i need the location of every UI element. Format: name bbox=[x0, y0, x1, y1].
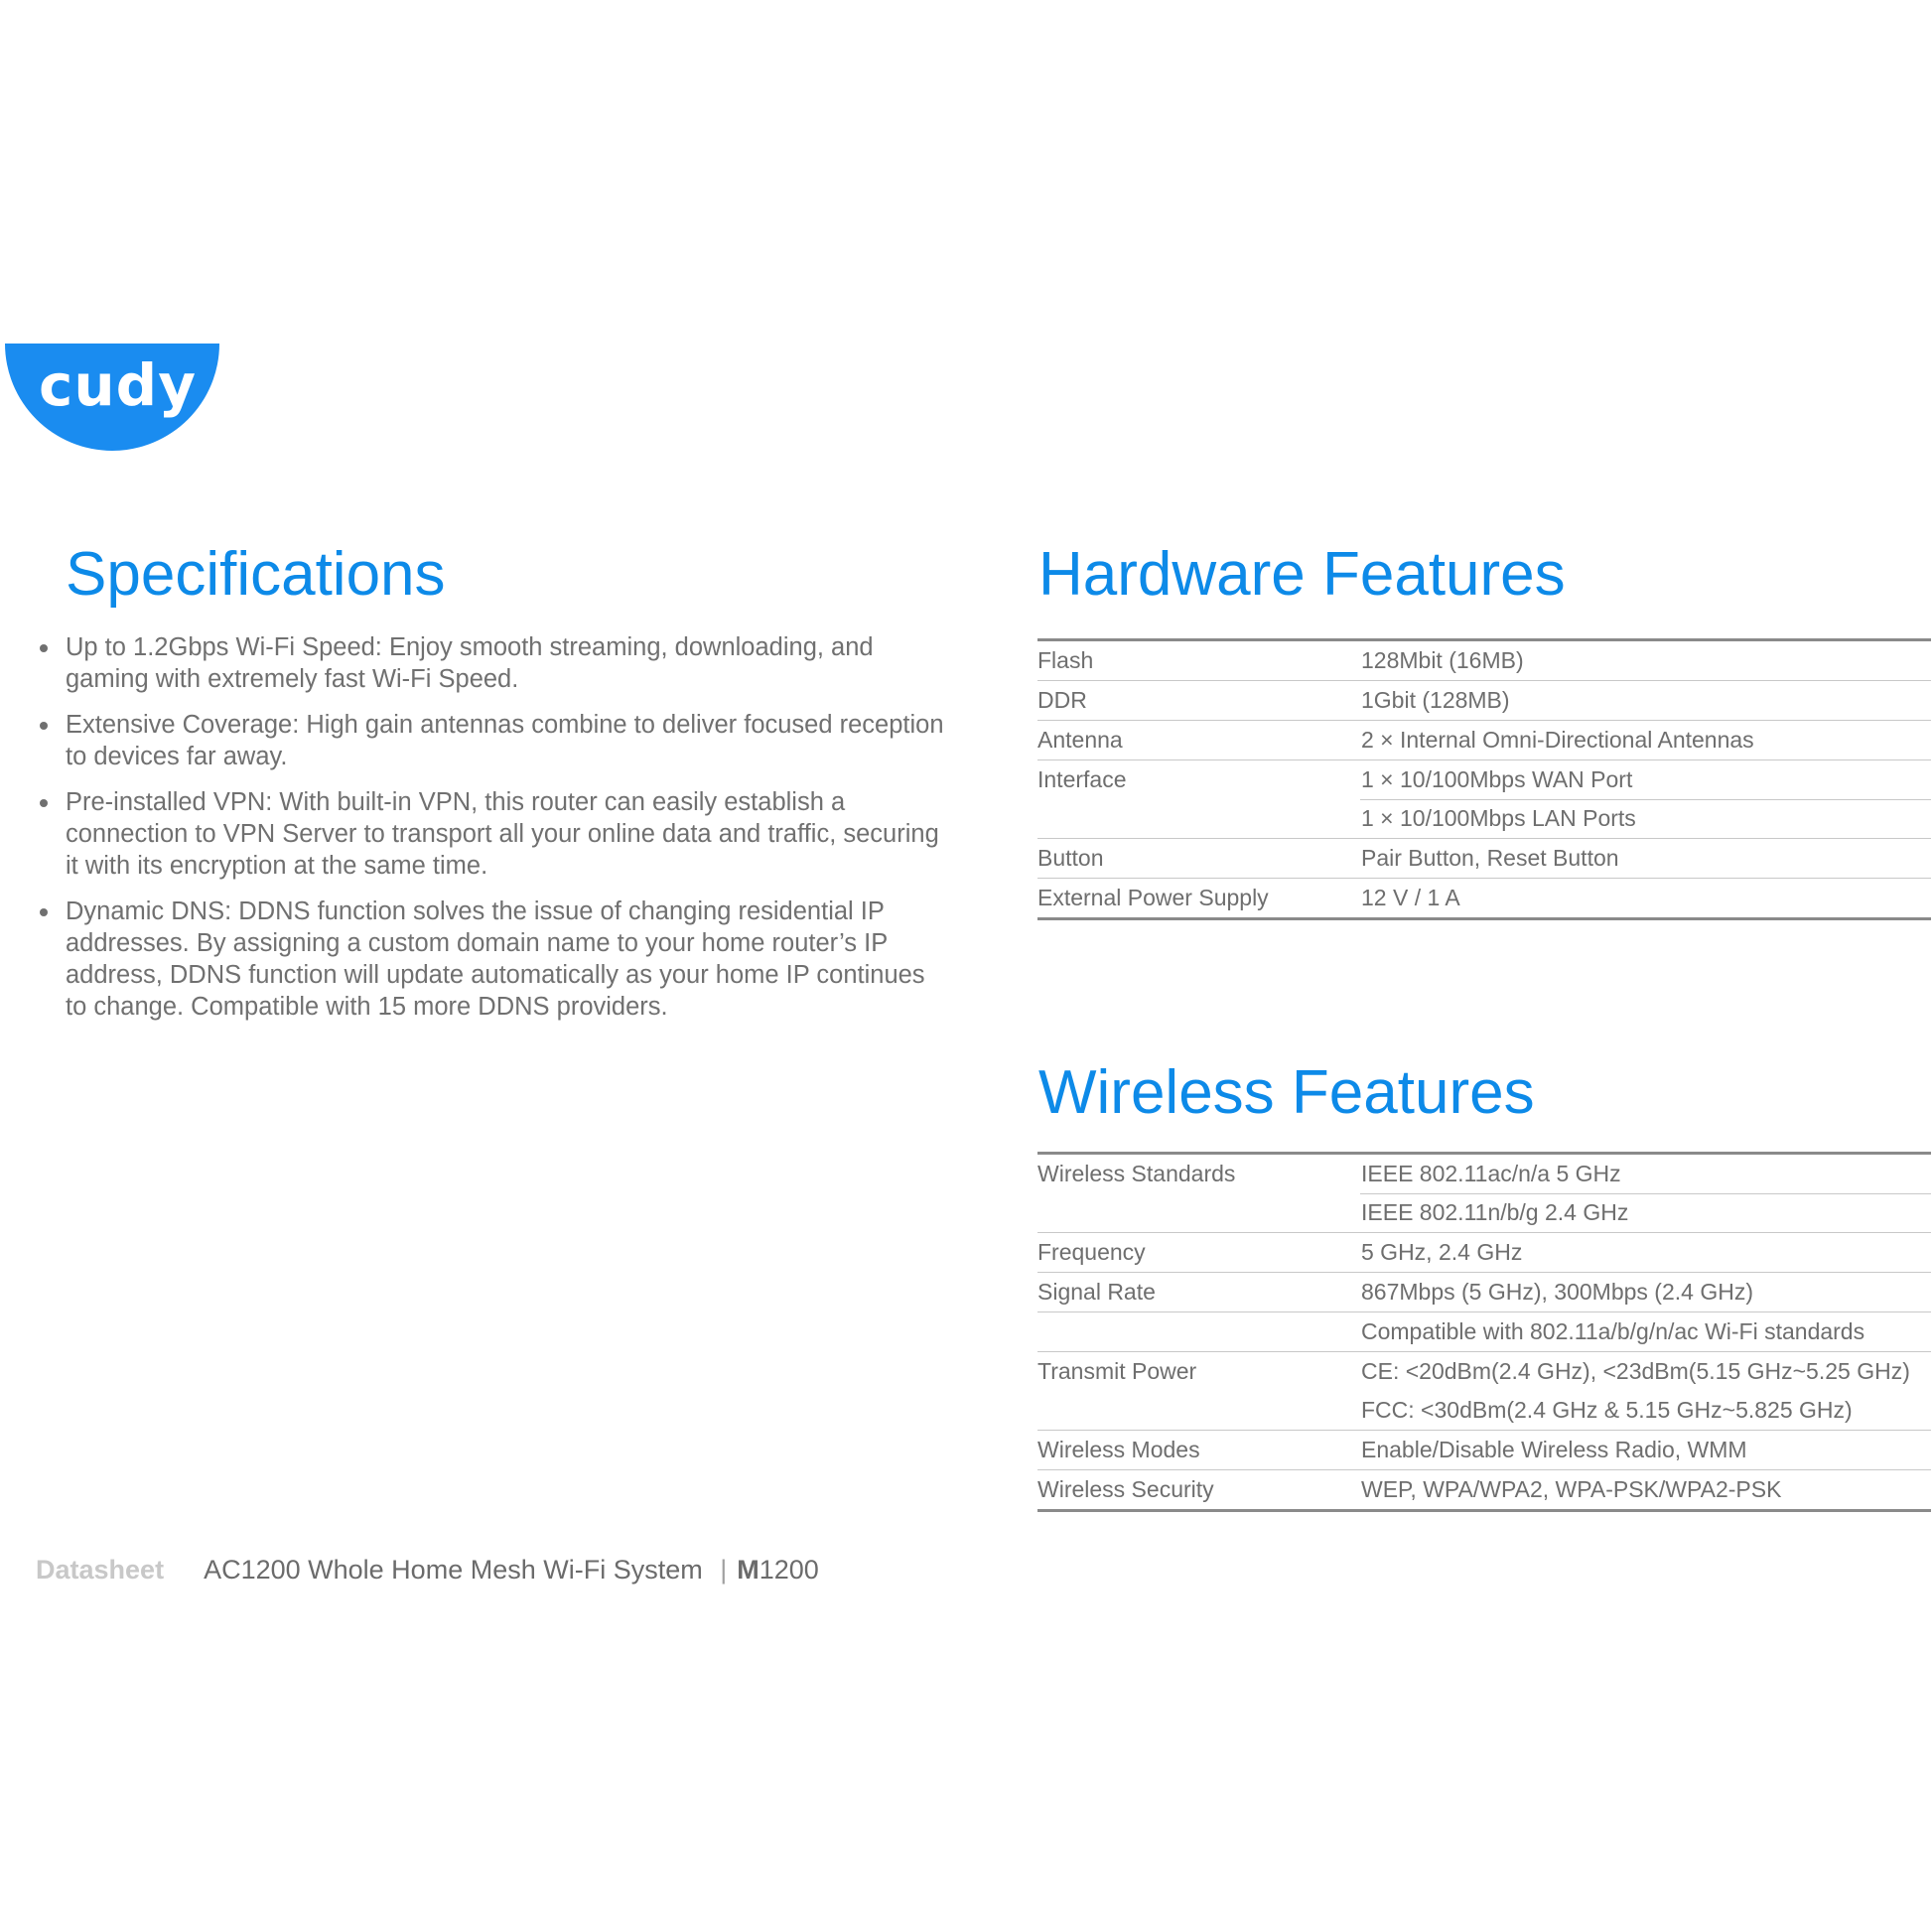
row-key: Button bbox=[1037, 845, 1104, 871]
brand-logo bbox=[5, 344, 219, 451]
row-value: IEEE 802.11ac/n/a 5 GHz bbox=[1361, 1161, 1621, 1186]
row-key: Signal Rate bbox=[1037, 1279, 1156, 1305]
table-row bbox=[1037, 1430, 1931, 1469]
table-row bbox=[1037, 1272, 1931, 1311]
table-row bbox=[1037, 680, 1931, 720]
row-key: Transmit Power bbox=[1037, 1358, 1197, 1384]
hardware-features-table bbox=[1037, 638, 1931, 920]
brand-logo-text: cudy bbox=[39, 351, 197, 419]
wireless-features-title: Wireless Features bbox=[1038, 1058, 1535, 1127]
wireless-features-table bbox=[1037, 1152, 1931, 1512]
table-row bbox=[1037, 641, 1931, 680]
row-key: Antenna bbox=[1037, 727, 1123, 753]
footer-product-name: AC1200 Whole Home Mesh Wi-Fi System bbox=[204, 1555, 703, 1585]
row-value: WEP, WPA/WPA2, WPA-PSK/WPA2-PSK bbox=[1361, 1476, 1782, 1502]
row-value: Enable/Disable Wireless Radio, WMM bbox=[1361, 1437, 1747, 1462]
row-key: Wireless Modes bbox=[1037, 1437, 1200, 1462]
table-row bbox=[1037, 799, 1931, 838]
table-row bbox=[1037, 1155, 1931, 1193]
table-row bbox=[1037, 720, 1931, 759]
table-row bbox=[1037, 1469, 1931, 1509]
row-key: DDR bbox=[1037, 687, 1087, 713]
row-value: 5 GHz, 2.4 GHz bbox=[1361, 1239, 1523, 1265]
row-value: IEEE 802.11n/b/g 2.4 GHz bbox=[1361, 1199, 1629, 1225]
row-key: Frequency bbox=[1037, 1239, 1146, 1265]
row-key: Interface bbox=[1037, 766, 1127, 792]
table-row bbox=[1037, 759, 1931, 799]
spec-item-speed: Up to 1.2Gbps Wi-Fi Speed: Enjoy smooth streaming, downloading, and gaming with extremely fast Wi-Fi Speed. bbox=[36, 631, 949, 695]
row-value: 1Gbit (128MB) bbox=[1361, 687, 1510, 713]
row-value: 1 × 10/100Mbps LAN Ports bbox=[1361, 805, 1636, 831]
table-row bbox=[1037, 1351, 1931, 1391]
specifications-list bbox=[36, 631, 949, 1036]
spec-item-vpn: Pre-installed VPN: With built-in VPN, this router can easily establish a connection to VPN Server to transport all your online data and traffic, securing it with its encryption at the same time. bbox=[36, 786, 949, 882]
spec-item-ddns: Dynamic DNS: DDNS function solves the issue of changing residential IP addresses. By assigning a custom domain name to your home router’s IP address, DDNS function will update automatically as your home IP continues to change. Compatible with 15 more DDNS providers. bbox=[36, 896, 949, 1023]
footer-separator: | bbox=[720, 1555, 728, 1585]
row-key: External Power Supply bbox=[1037, 885, 1269, 910]
row-value: 2 × Internal Omni-Directional Antennas bbox=[1361, 727, 1754, 753]
table-row bbox=[1037, 878, 1931, 917]
table-row bbox=[1037, 1232, 1931, 1272]
footer bbox=[36, 1555, 819, 1586]
footer-model-prefix: M bbox=[737, 1555, 759, 1585]
row-value: Compatible with 802.11a/b/g/n/ac Wi-Fi standards bbox=[1361, 1318, 1865, 1344]
hardware-features-title: Hardware Features bbox=[1038, 540, 1566, 609]
row-value: 12 V / 1 A bbox=[1361, 885, 1460, 910]
row-key: Wireless Security bbox=[1037, 1476, 1214, 1502]
row-value: 1 × 10/100Mbps WAN Port bbox=[1361, 766, 1633, 792]
row-value: FCC: <30dBm(2.4 GHz & 5.15 GHz~5.825 GHz) bbox=[1361, 1397, 1853, 1423]
row-value: Pair Button, Reset Button bbox=[1361, 845, 1619, 871]
footer-datasheet-label: Datasheet bbox=[36, 1555, 165, 1585]
spec-item-coverage: Extensive Coverage: High gain antennas combine to deliver focused reception to devices far away. bbox=[36, 709, 949, 772]
row-value: CE: <20dBm(2.4 GHz), <23dBm(5.15 GHz~5.25 GHz) bbox=[1361, 1358, 1910, 1384]
table-row bbox=[1037, 838, 1931, 878]
row-value: 128Mbit (16MB) bbox=[1361, 647, 1524, 673]
row-key: Flash bbox=[1037, 647, 1094, 673]
row-key: Wireless Standards bbox=[1037, 1161, 1236, 1186]
table-row bbox=[1037, 1311, 1931, 1351]
row-value: 867Mbps (5 GHz), 300Mbps (2.4 GHz) bbox=[1361, 1279, 1753, 1305]
footer-model-number: 1200 bbox=[759, 1555, 819, 1585]
table-row bbox=[1037, 1193, 1931, 1232]
table-row bbox=[1037, 1391, 1931, 1430]
specifications-title: Specifications bbox=[66, 540, 446, 609]
